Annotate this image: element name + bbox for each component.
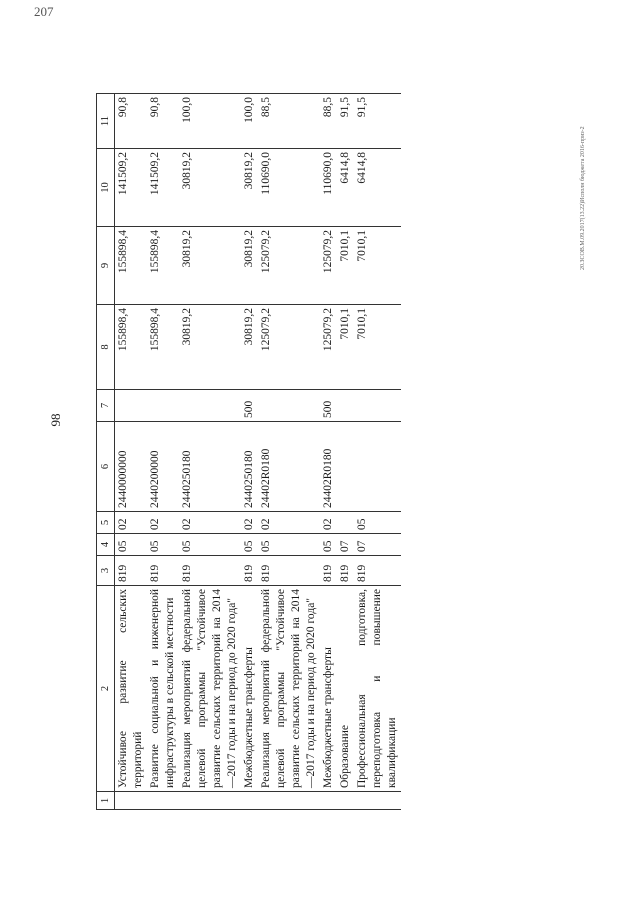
table-row: [320, 94, 337, 810]
cell-c4: 05: [241, 534, 258, 556]
cell-c10: 141509,2: [147, 149, 179, 227]
cell-col1: [354, 792, 401, 810]
cell-name: Развитие социальной и инженерной инфраструктуры в сельской местности: [147, 586, 179, 792]
cell-c5: 02: [147, 512, 179, 534]
cell-c3: 819: [147, 556, 179, 586]
cell-c9: 125079,2: [320, 227, 337, 305]
cell-c8: 30819,2: [179, 305, 241, 390]
cell-c7: [258, 390, 320, 422]
cell-c4: 07: [354, 534, 401, 556]
col-header-4: 4: [97, 534, 115, 556]
cell-c9: 7010,1: [354, 227, 401, 305]
table-row: [241, 94, 258, 810]
cell-c6: 2440250180: [179, 422, 241, 512]
cell-c11: 91,5: [354, 94, 401, 149]
cell-c11: 88,5: [258, 94, 320, 149]
table-body: [115, 94, 402, 810]
cell-c4: 05: [147, 534, 179, 556]
cell-col1: [179, 792, 241, 810]
cell-c10: 110690,0: [258, 149, 320, 227]
cell-c5: 02: [320, 512, 337, 534]
footer-note: 20.ЗСОВ.М.09.2017(13.22)Исполн бюджета 2016-приз-2: [580, 126, 586, 270]
cell-c3: 819: [241, 556, 258, 586]
cell-c8: 30819,2: [241, 305, 258, 390]
cell-col1: [241, 792, 258, 810]
cell-c4: 05: [115, 534, 148, 556]
cell-c4: 05: [258, 534, 320, 556]
cell-name: Реализация мероприятий федеральной целевой программы "Устойчивое развитие сельских территорий на 2014—2017 годы и на период до 2020 года": [258, 586, 320, 792]
cell-c6: 24402R0180: [258, 422, 320, 512]
cell-name: Профессиональная подготовка, переподготовка и повышение квалификации: [354, 586, 401, 792]
cell-c7: [337, 390, 354, 422]
cell-c8: 125079,2: [320, 305, 337, 390]
cell-c10: 110690,0: [320, 149, 337, 227]
cell-col1: [115, 792, 148, 810]
cell-c6: [354, 422, 401, 512]
page-number-bottom: 207: [34, 4, 54, 19]
col-header-8: 8: [97, 305, 115, 390]
cell-c11: 90,8: [115, 94, 148, 149]
cell-c9: 30819,2: [241, 227, 258, 305]
cell-c8: 125079,2: [258, 305, 320, 390]
cell-name: Межбюджетные трансферты: [320, 586, 337, 792]
cell-c5: 02: [258, 512, 320, 534]
cell-name: Устойчивое развитие сельских территорий: [115, 586, 148, 792]
cell-c10: 6414,8: [354, 149, 401, 227]
cell-c5: 02: [241, 512, 258, 534]
cell-name: Реализация мероприятий федеральной целевой программы "Устойчивое развитие сельских территорий на 2014—2017 годы и на период до 2020 года": [179, 586, 241, 792]
col-header-2: 2: [97, 586, 115, 792]
cell-c7: 500: [241, 390, 258, 422]
cell-c8: 155898,4: [147, 305, 179, 390]
cell-c7: [115, 390, 148, 422]
column-number-row: [97, 94, 115, 810]
cell-c9: 155898,4: [115, 227, 148, 305]
cell-c11: 100,0: [241, 94, 258, 149]
cell-c7: [179, 390, 241, 422]
cell-c9: 125079,2: [258, 227, 320, 305]
cell-c7: 500: [320, 390, 337, 422]
cell-c6: [337, 422, 354, 512]
cell-col1: [258, 792, 320, 810]
cell-c11: 91,5: [337, 94, 354, 149]
cell-c5: 02: [179, 512, 241, 534]
cell-c8: 7010,1: [337, 305, 354, 390]
cell-col1: [320, 792, 337, 810]
cell-c3: 819: [258, 556, 320, 586]
cell-c10: 30819,2: [179, 149, 241, 227]
cell-c6: 2440250180: [241, 422, 258, 512]
cell-c6: 24402R0180: [320, 422, 337, 512]
cell-c9: 30819,2: [179, 227, 241, 305]
col-header-6: 6: [97, 422, 115, 512]
cell-c9: 155898,4: [147, 227, 179, 305]
cell-c4: 05: [320, 534, 337, 556]
cell-c10: 6414,8: [337, 149, 354, 227]
cell-c7: [147, 390, 179, 422]
cell-c10: 141509,2: [115, 149, 148, 227]
rotated-page: [40, 10, 600, 830]
cell-c11: 88,5: [320, 94, 337, 149]
col-header-11: 11: [97, 94, 115, 149]
cell-col1: [147, 792, 179, 810]
col-header-7: 7: [97, 390, 115, 422]
cell-c3: 819: [320, 556, 337, 586]
cell-col1: [337, 792, 354, 810]
col-header-10: 10: [97, 149, 115, 227]
cell-c8: 155898,4: [115, 305, 148, 390]
cell-c11: 100,0: [179, 94, 241, 149]
col-header-5: 5: [97, 512, 115, 534]
cell-c5: 05: [354, 512, 401, 534]
table-row: [115, 94, 148, 810]
cell-c8: 7010,1: [354, 305, 401, 390]
cell-c4: 07: [337, 534, 354, 556]
cell-c6: 2440200000: [147, 422, 179, 512]
col-header-1: 1: [97, 792, 115, 810]
cell-c5: [337, 512, 354, 534]
budget-table: [96, 93, 401, 810]
cell-c10: 30819,2: [241, 149, 258, 227]
cell-c9: 7010,1: [337, 227, 354, 305]
cell-c11: 90,8: [147, 94, 179, 149]
cell-name: Образование: [337, 586, 354, 792]
cell-name: Межбюджетные трансферты: [241, 586, 258, 792]
col-header-9: 9: [97, 227, 115, 305]
cell-c3: 819: [337, 556, 354, 586]
table-row: [337, 94, 354, 810]
table-row: [147, 94, 179, 810]
cell-c7: [354, 390, 401, 422]
cell-c3: 819: [115, 556, 148, 586]
col-header-3: 3: [97, 556, 115, 586]
cell-c3: 819: [179, 556, 241, 586]
table-row: [179, 94, 241, 810]
cell-c3: 819: [354, 556, 401, 586]
page-number-top: 98: [48, 413, 63, 427]
table-row: [258, 94, 320, 810]
cell-c4: 05: [179, 534, 241, 556]
cell-c6: 2440000000: [115, 422, 148, 512]
cell-c5: 02: [115, 512, 148, 534]
table-row: [354, 94, 401, 810]
